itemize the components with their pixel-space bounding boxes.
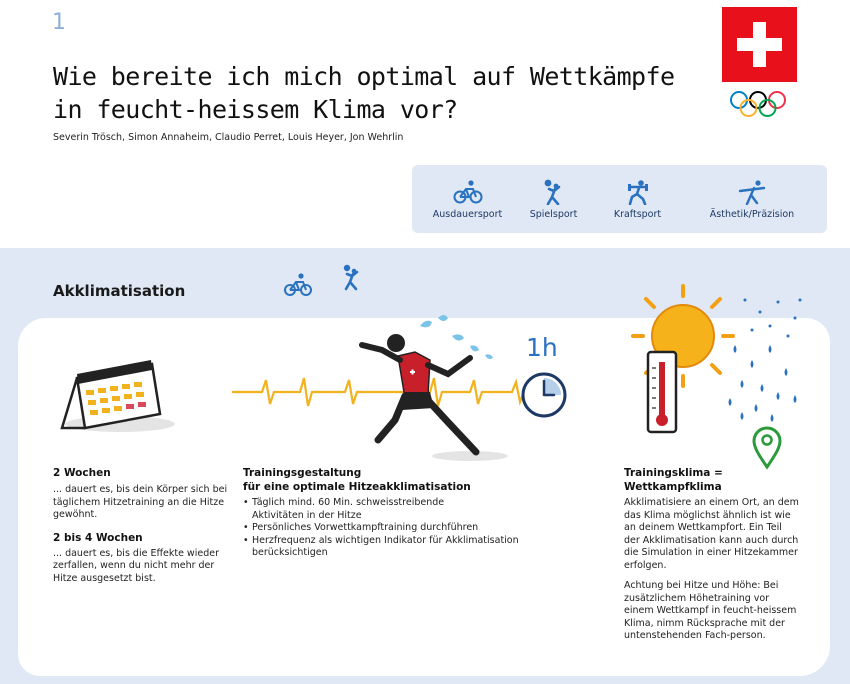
duration-heading-1: 2 Wochen [53, 467, 111, 479]
sport-label: Ästhetik/Präzision [709, 209, 795, 220]
climate-heading-1: Trainingsklima = [624, 467, 723, 479]
training-heading-2: für eine optimale Hitzeakklimatisation [243, 481, 471, 493]
list-item: • Herzfrequenz als wichtigen Indikator für Akklimatisation berücksichtigen [243, 535, 543, 560]
climate-text-1: Akklimatisiere an einem Ort, an dem das Klima möglichst ähnlich ist wie an deinem Wettkampfort. Ein Teil der Akklimatisation kann auch durch die Simulation in einer Hitzekammer erfolgen. [624, 497, 799, 571]
location-pin-icon [754, 428, 780, 467]
duration-text-2: ... dauert es, bis die Effekte wieder zerfallen, wenn du nicht mehr der Hitze ausgesetzt bist. [53, 547, 219, 584]
sun-thermometer-illustration [633, 286, 733, 432]
sport-label: Spielsport [529, 209, 578, 220]
duration-text-1: ... dauert es, bis dein Körper sich bei täglichem Hitzetraining an die Hitze gewöhnt. [53, 484, 228, 520]
page-title: Wie bereite ich mich optimal auf Wettkämpfe in feucht-heissem Klima vor? [53, 62, 675, 124]
duration-heading-2: 2 bis 4 Wochen [53, 531, 143, 544]
page-number: 1 [52, 10, 66, 35]
column-climate [624, 466, 799, 643]
column-duration [53, 466, 233, 585]
climate-heading-2: Wettkampfklima [624, 481, 722, 493]
clock-illustration [523, 333, 565, 416]
heartbeat-line [232, 378, 528, 406]
column-training [243, 466, 543, 560]
clock-label: 1h [526, 333, 558, 362]
calendar-illustration [62, 360, 175, 432]
training-heading-1: Trainingsgestaltung [243, 467, 362, 479]
sport-label: Ausdauersport [432, 209, 503, 220]
section-title: Akklimatisation [53, 282, 186, 300]
list-item: • Täglich mind. 60 Min. schweisstreibende Aktivitäten in der Hitze [243, 497, 457, 522]
authors-line: Severin Trösch, Simon Annaheim, Claudio Perret, Louis Heyer, Jon Wehrlin [53, 132, 404, 143]
rain-drops-illustration [729, 299, 802, 423]
training-bullet-list [243, 497, 543, 560]
climate-text-2: Achtung bei Hitze und Höhe: Bei zusätzlichem Höhetraining vor einem Wettkampf in feucht-heissem Klima, nimm Rücksprache mit der untenstehenden Fach-person. [624, 580, 797, 641]
sport-label: Kraftsport [613, 209, 662, 220]
list-item: • Persönliches Vorwettkampftraining durchführen [243, 522, 543, 535]
